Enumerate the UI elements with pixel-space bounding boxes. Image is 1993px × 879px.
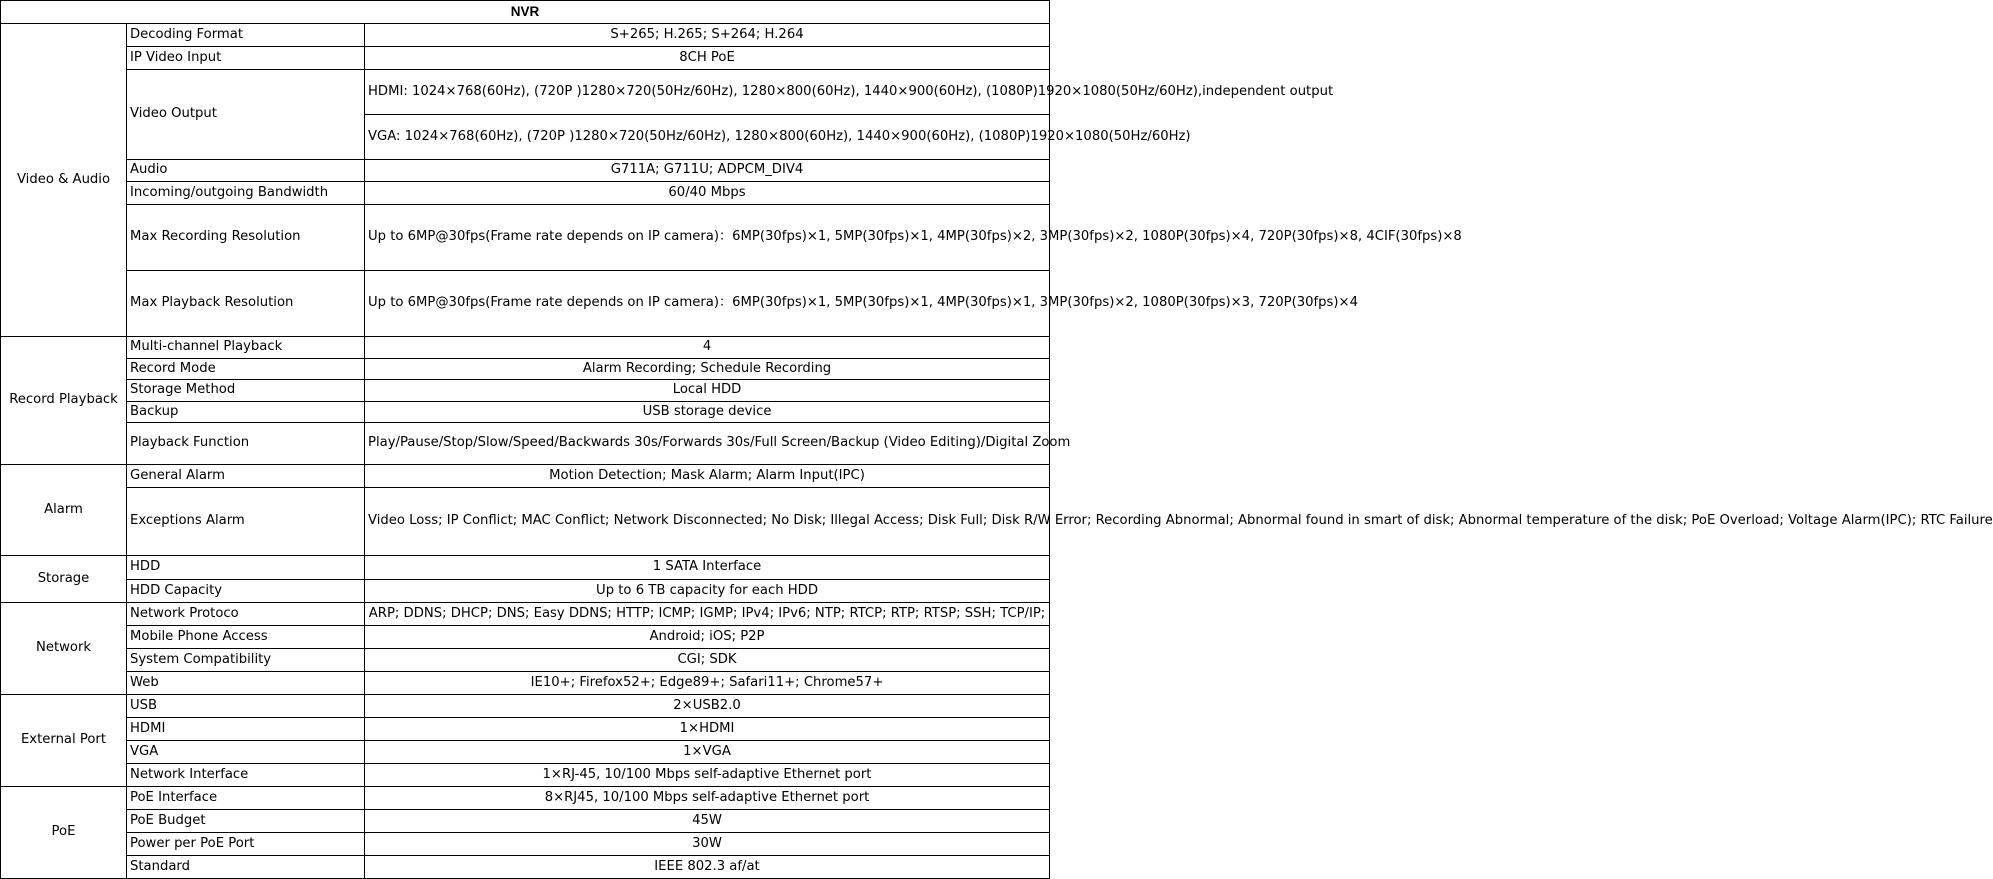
spec-label: HDD [127,556,365,580]
spec-label: Multi-channel Playback [127,337,365,359]
table-row [1,764,1050,787]
spec-value: CGI; SDK [365,649,1050,672]
table-row [1,787,1050,810]
spec-table-body [1,1,1993,879]
table-row [1,358,1050,380]
spec-value: Up to 6MP@30fps(Frame rate depends on IP camera)：6MP(30fps)×1, 5MP(30fps)×1, 4MP(30fps)×2, 3MP(30fps)×2, 1080P(30fps)×4, 720P(30fps)×8, 4CIF(30fps)×8 [365,205,1050,271]
table-row [1,488,1050,556]
spec-label: Power per PoE Port [127,833,365,856]
title-row [1,1,1050,24]
table-row [1,24,1050,47]
table-row [1,672,1050,695]
table-row [1,423,1050,465]
spec-value: Local HDD [365,380,1050,402]
spec-value: 1×RJ-45, 10/100 Mbps self-adaptive Ethernet port [365,764,1050,787]
spec-value: Alarm Recording; Schedule Recording [365,358,1050,380]
group-label: Record Playback [1,337,127,465]
spec-value: IEEE 802.3 af/at [365,856,1050,879]
group-label: External Port [1,695,127,787]
table-row [1,47,1050,70]
spec-value: ARP; DDNS; DHCP; DNS; Easy DDNS; HTTP; ICMP; IGMP; IPv4; IPv6; NTP; RTCP; RTP; RTSP; SSH; TCP/IP; [365,603,1050,626]
spec-value: 8CH PoE [365,47,1050,70]
spec-label: Backup [127,401,365,423]
table-row [1,70,1050,115]
spec-value: 8×RJ45, 10/100 Mbps self-adaptive Ethernet port [365,787,1050,810]
spec-value: Motion Detection; Mask Alarm; Alarm Input(IPC) [365,465,1050,488]
spec-label: Decoding Format [127,24,365,47]
spec-label: Max Recording Resolution [127,205,365,271]
spec-value: S+265; H.265; S+264; H.264 [365,24,1050,47]
table-row [1,649,1050,672]
spec-label: Exceptions Alarm [127,488,365,556]
spec-label: Mobile Phone Access [127,626,365,649]
spec-value: HDMI: 1024×768(60Hz), (720P )1280×720(50Hz/60Hz), 1280×800(60Hz), 1440×900(60Hz), (1080P)1920×1080(50Hz/60Hz),independent output [365,70,1050,115]
spec-label: Playback Function [127,423,365,465]
spec-value: Android; iOS; P2P [365,626,1050,649]
spec-value: VGA: 1024×768(60Hz), (720P )1280×720(50Hz/60Hz), 1280×800(60Hz), 1440×900(60Hz), (1080P)1920×1080(50Hz/60Hz) [365,115,1050,160]
table-row [1,160,1050,182]
table-row [1,271,1050,337]
spec-label: Video Output [127,70,365,160]
spec-label: General Alarm [127,465,365,488]
table-row [1,380,1050,402]
spec-label: HDMI [127,718,365,741]
spec-label: HDD Capacity [127,580,365,603]
spec-value: USB storage device [365,401,1050,423]
table-row [1,718,1050,741]
spec-label: VGA [127,741,365,764]
table-row [1,603,1050,626]
group-label: PoE [1,787,127,879]
spec-label: Web [127,672,365,695]
spec-value: Up to 6MP@30fps(Frame rate depends on IP camera)：6MP(30fps)×1, 5MP(30fps)×1, 4MP(30fps)×1, 3MP(30fps)×2, 1080P(30fps)×3, 720P(30fps)×4 [365,271,1050,337]
spec-label: System Compatibility [127,649,365,672]
table-row [1,401,1050,423]
spec-label: Incoming/outgoing Bandwidth [127,182,365,205]
spec-value: G711A; G711U; ADPCM_DIV4 [365,160,1050,182]
spec-value: Up to 6 TB capacity for each HDD [365,580,1050,603]
table-row [1,205,1050,271]
group-label: Alarm [1,465,127,556]
spec-label: USB [127,695,365,718]
spec-value: Video Loss; IP Conflict; MAC Conflict; Network Disconnected; No Disk; Illegal Access; Disk Full; Disk R/W Error; Recording Abnormal; Abnormal found in smart of disk; Abnormal temperature of the disk; PoE Overload; Voltage Alarm(IPC); RTC Failure [365,488,1050,556]
spec-value: IE10+; Firefox52+; Edge89+; Safari11+; Chrome57+ [365,672,1050,695]
table-row [1,810,1050,833]
spec-value: 45W [365,810,1050,833]
table-row [1,556,1050,580]
table-row [1,695,1050,718]
table-title: NVR [1,1,1050,24]
spec-value: 60/40 Mbps [365,182,1050,205]
spec-value: 1 SATA Interface [365,556,1050,580]
spec-label: IP Video Input [127,47,365,70]
table-row [1,182,1050,205]
spec-label: Network Interface [127,764,365,787]
spec-label: PoE Interface [127,787,365,810]
spec-label: Max Playback Resolution [127,271,365,337]
table-row [1,741,1050,764]
group-label: Network [1,603,127,695]
table-row [1,833,1050,856]
spec-value: 30W [365,833,1050,856]
spec-label: PoE Budget [127,810,365,833]
spec-label: Storage Method [127,380,365,402]
spec-value: 2×USB2.0 [365,695,1050,718]
group-label: Storage [1,556,127,603]
table-row [1,580,1050,603]
spec-label: Standard [127,856,365,879]
spec-label: Network Protoco [127,603,365,626]
table-row [1,465,1050,488]
table-row [1,856,1050,879]
spec-label: Audio [127,160,365,182]
spec-value: 1×VGA [365,741,1050,764]
spec-label: Record Mode [127,358,365,380]
spec-value: 1×HDMI [365,718,1050,741]
table-row [1,337,1050,359]
table-row [1,626,1050,649]
spec-value: Play/Pause/Stop/Slow/Speed/Backwards 30s/Forwards 30s/Full Screen/Backup (Video Editing)/Digital Zoom [365,423,1050,465]
group-label: Video & Audio [1,24,127,337]
spec-value: 4 [365,337,1050,359]
